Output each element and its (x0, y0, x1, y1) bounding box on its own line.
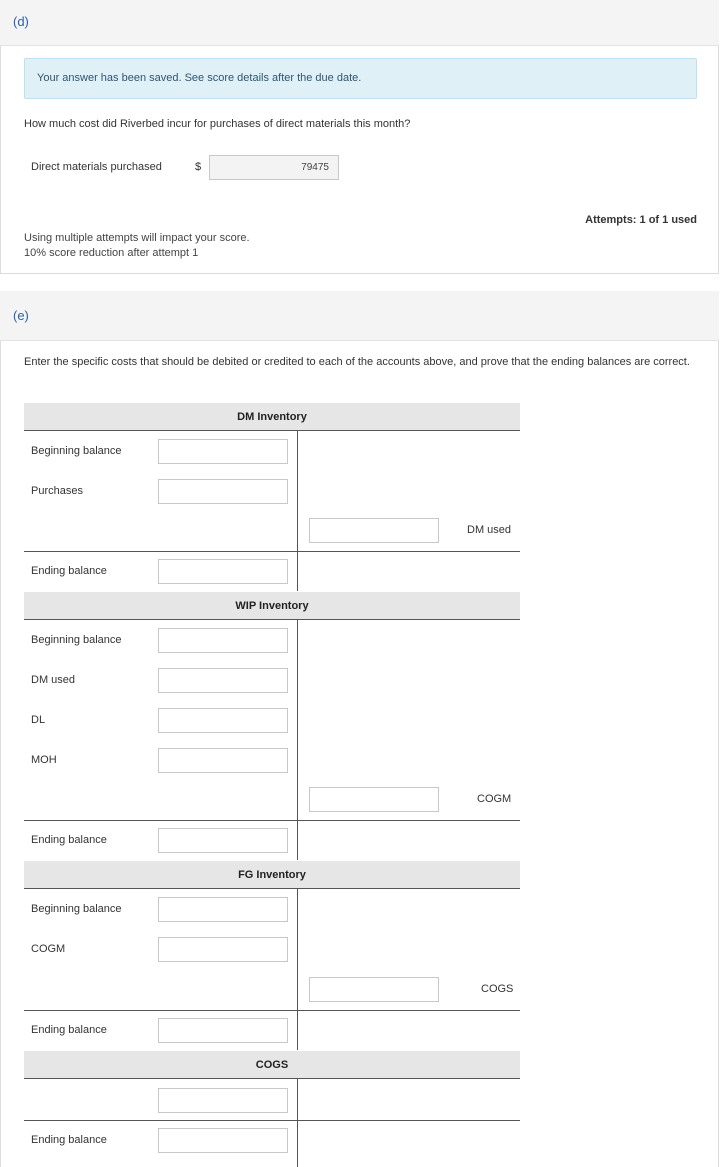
fg-inventory-divider (297, 889, 298, 1050)
saved-notice-text: Your answer has been saved. See score details after the due date. (37, 72, 362, 84)
dm-used-input[interactable] (309, 518, 439, 543)
fg-beginning-label: Beginning balance (31, 903, 122, 915)
fg-beginning-input[interactable] (158, 897, 288, 922)
fg-inventory-title: FG Inventory (24, 861, 520, 889)
attempts-warning: Using multiple attempts will impact your score. (24, 232, 250, 244)
currency-symbol: $ (195, 161, 202, 173)
fg-ending-input[interactable] (158, 1018, 288, 1043)
question-text: How much cost did Riverbed incur for purchases of direct materials this month? (24, 118, 411, 130)
dm-purchases-label: Purchases (31, 485, 83, 497)
part-d-header (0, 0, 719, 46)
wip-cogm-input[interactable] (309, 787, 439, 812)
wip-inventory-divider (297, 620, 298, 860)
dm-inventory-divider (297, 431, 298, 591)
wip-cogm-label: COGM (477, 793, 512, 805)
attempts-counter: Attempts: 1 of 1 used (585, 214, 697, 226)
dm-beginning-label: Beginning balance (31, 445, 122, 457)
dm-purchases-input[interactable] (158, 479, 288, 504)
cogs-divider (297, 1079, 298, 1167)
cogs-debit-input[interactable] (158, 1088, 288, 1113)
part-e-instructions: Enter the specific costs that should be debited or credited to each of the accounts above, and prove that the ending balances are correct. (24, 356, 690, 368)
wip-inventory-title: WIP Inventory (24, 592, 520, 620)
wip-dm-used-label: DM used (31, 674, 76, 686)
fg-cogm-label: COGM (31, 943, 66, 955)
wip-inventory-subtotal-line (24, 820, 520, 821)
dm-inventory-subtotal-line (24, 551, 520, 552)
wip-ending-input[interactable] (158, 828, 288, 853)
wip-dl-input[interactable] (158, 708, 288, 733)
part-d-label: (d) (13, 14, 29, 29)
dm-purchased-label: Direct materials purchased (31, 161, 162, 173)
saved-notice (24, 58, 697, 99)
wip-beginning-input[interactable] (158, 628, 288, 653)
wip-beginning-label: Beginning balance (31, 634, 122, 646)
wip-moh-input[interactable] (158, 748, 288, 773)
dm-ending-input[interactable] (158, 559, 288, 584)
cogs-subtotal-line (24, 1120, 520, 1121)
dm-inventory-title: DM Inventory (24, 403, 520, 431)
fg-cogm-input[interactable] (158, 937, 288, 962)
wip-ending-label: Ending balance (31, 834, 107, 846)
fg-cogs-input[interactable] (309, 977, 439, 1002)
cogs-title: COGS (24, 1051, 520, 1079)
dm-beginning-input[interactable] (158, 439, 288, 464)
fg-cogs-label: COGS (481, 983, 514, 995)
dm-ending-label: Ending balance (31, 565, 107, 577)
dm-used-label: DM used (467, 524, 512, 536)
dm-purchased-input[interactable]: 79475 (209, 155, 339, 180)
wip-dl-label: DL (31, 714, 46, 726)
fg-inventory-subtotal-line (24, 1010, 520, 1011)
wip-dm-used-input[interactable] (158, 668, 288, 693)
cogs-ending-label: Ending balance (31, 1134, 107, 1146)
part-e-header (0, 291, 719, 341)
fg-ending-label: Ending balance (31, 1024, 107, 1036)
cogs-ending-input[interactable] (158, 1128, 288, 1153)
score-reduction-note: 10% score reduction after attempt 1 (24, 247, 199, 259)
wip-moh-label: MOH (31, 754, 57, 766)
part-e-label: (e) (13, 308, 29, 323)
